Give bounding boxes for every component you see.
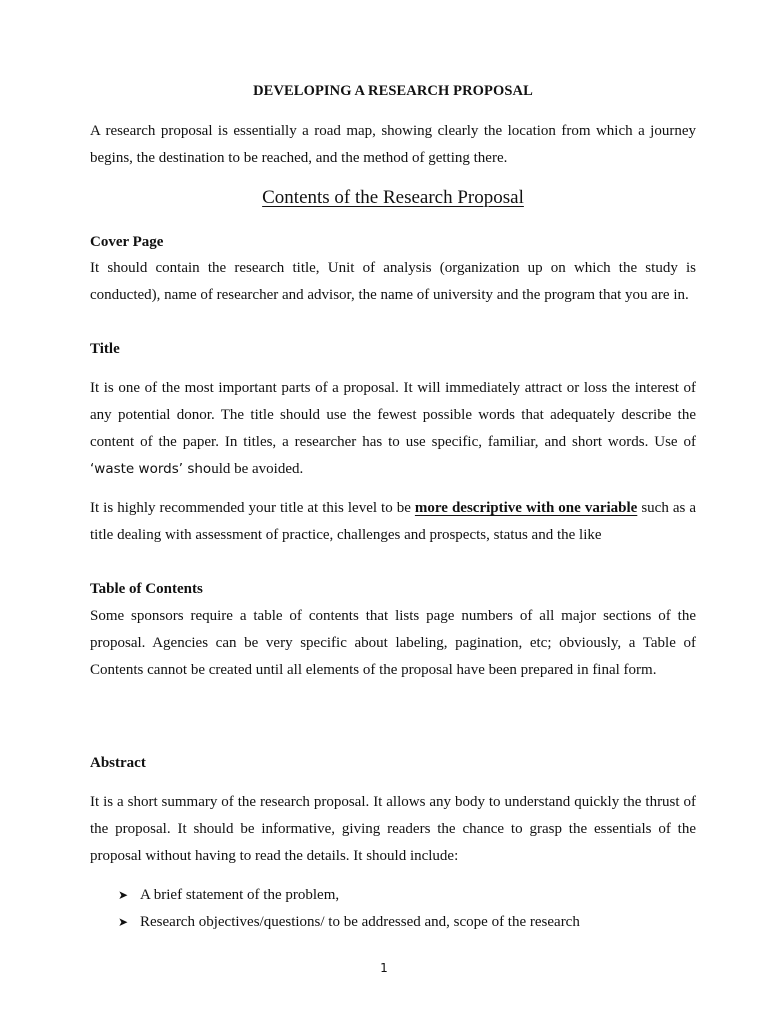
abstract-paragraph: It is a short summary of the research proposal. It allows any body to understand quickly the thrust of the proposal. It should be informative, giving readers the chance to grasp the essentials of the proposal without having to read the details. It should include:: [90, 794, 696, 864]
list-item-text: Research objectives/questions/ to be addressed and, scope of the research: [140, 914, 580, 930]
section-title-text: Contents of the Research Proposal: [262, 187, 524, 208]
arrow-bullet-icon: ➤: [118, 915, 129, 929]
section-title: [90, 187, 696, 209]
abstract-heading: Abstract: [90, 755, 146, 771]
cover-page-paragraph: It should contain the research title, Unit of analysis (organization up on which the study is conducted), name of researcher and advisor, the name of university and the program that you are in.: [90, 260, 696, 303]
title-heading: Title: [90, 341, 120, 357]
list-item: [118, 909, 696, 936]
title-paragraph-2-start: It is highly recommended your title at this level to be: [90, 500, 411, 516]
title-paragraph-2-end: such as a title dealing with assessment of practice, challenges and prospects, status and the like: [90, 500, 697, 543]
title-highlight: more descriptive with one variable: [414, 500, 638, 516]
title-paragraph-1-end: uld be avoided.: [211, 461, 304, 477]
list-item: [118, 882, 696, 909]
toc-paragraph: Some sponsors require a table of contents that lists page numbers of all major sections of the proposal. Agencies can be very specific about labeling, pagination, etc; obviously, a Table of Contents cannot be created until all elements of the proposal have been prepared in final form.: [90, 608, 696, 678]
list-item-text: A brief statement of the problem,: [140, 887, 340, 903]
abstract-bullet-list: [118, 882, 696, 936]
title-paragraph-2: [90, 495, 696, 549]
title-paragraph-1-text: It is one of the most important parts of a proposal. It will immediately attract or loss the interest of any potential donor. The title should use the fewest possible words that adequately describe the content of the paper. In titles, a researcher has to use specific, familiar, and short words. Use of: [90, 380, 696, 450]
page-number: 1: [380, 961, 388, 975]
waste-words-phrase: ‘waste words’ sho: [90, 461, 212, 477]
title-paragraph-1: [90, 375, 696, 483]
intro-paragraph: A research proposal is essentially a road map, showing clearly the location from which a journey begins, the destination to be reached, and the method of getting there.: [90, 123, 696, 166]
document-title: DEVELOPING A RESEARCH PROPOSAL: [253, 83, 533, 99]
arrow-bullet-icon: ➤: [118, 888, 129, 902]
toc-heading: Table of Contents: [90, 581, 203, 597]
cover-page-heading: Cover Page: [90, 234, 164, 250]
